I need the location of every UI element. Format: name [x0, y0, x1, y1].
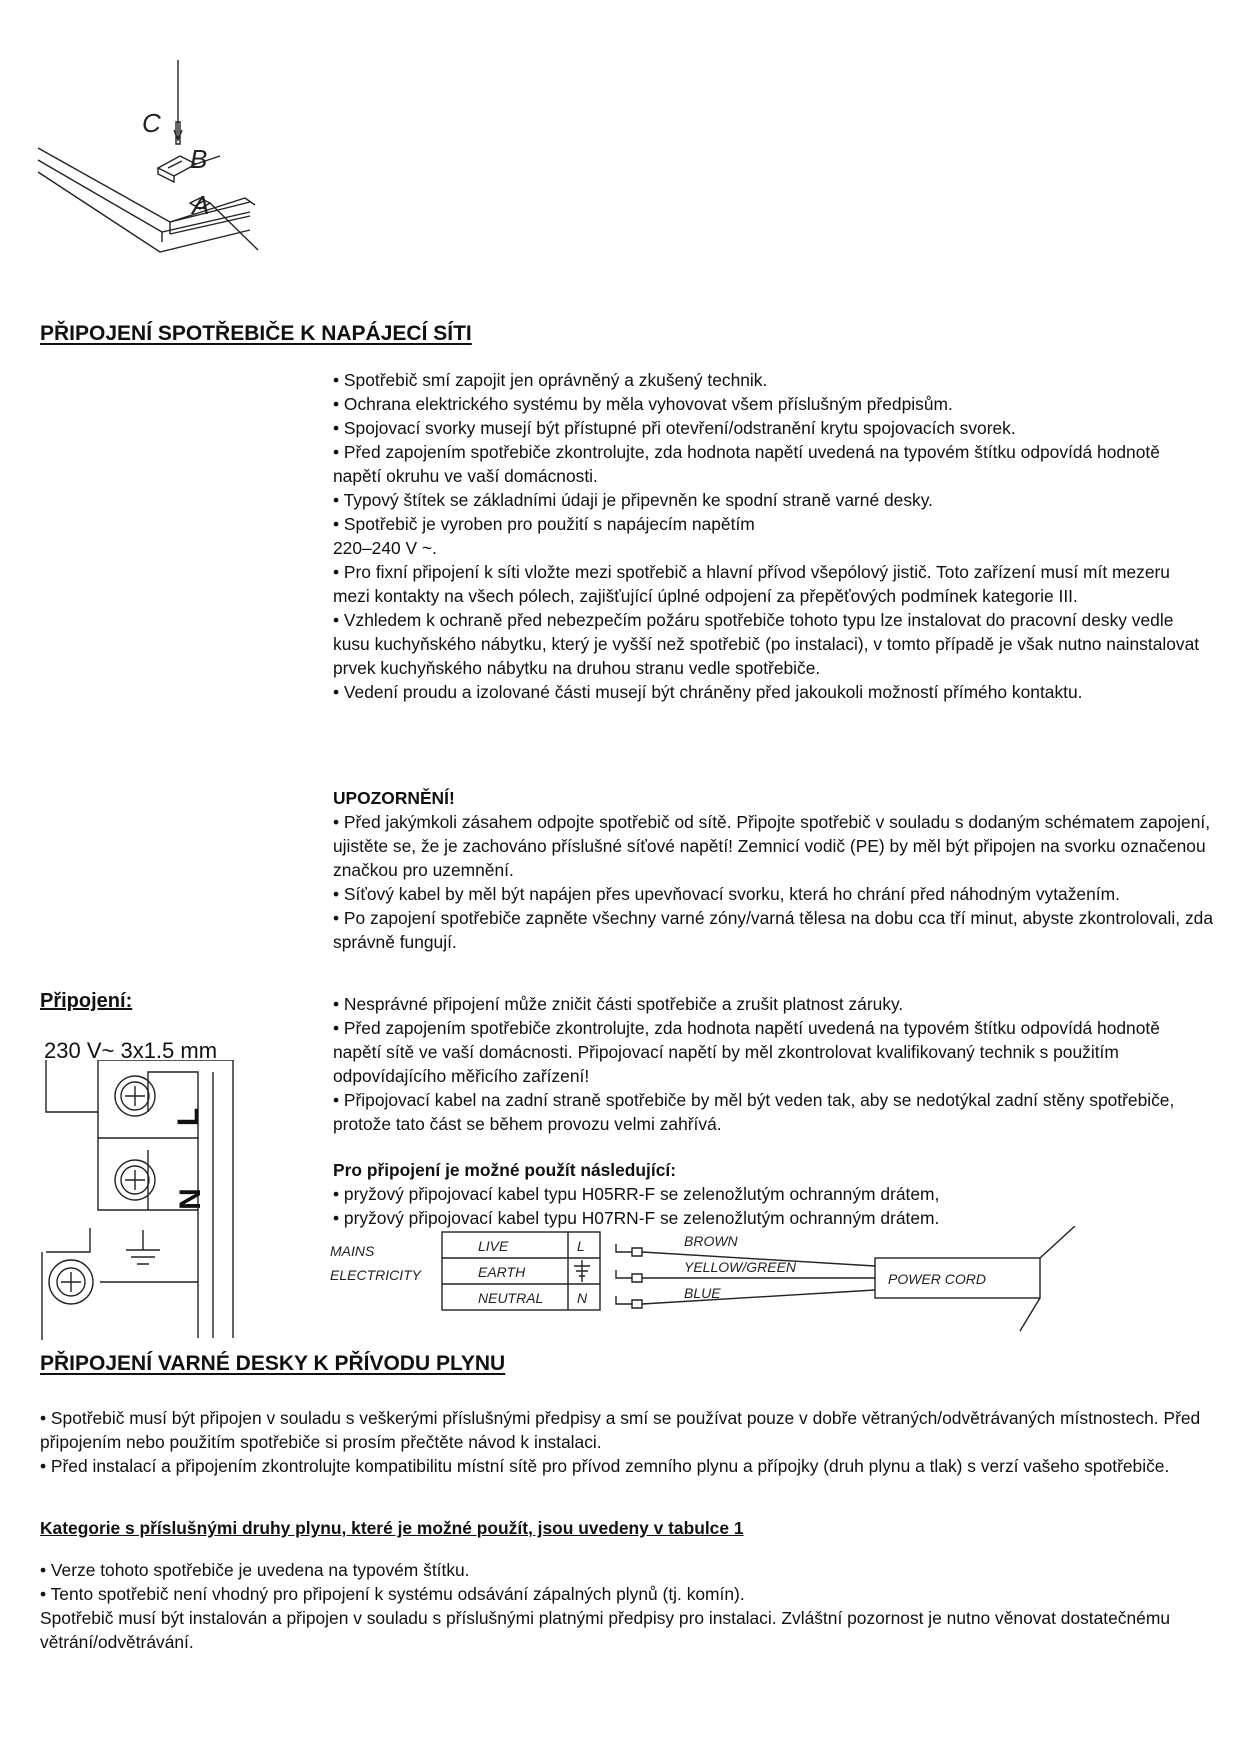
wire-live-name: LIVE [478, 1238, 509, 1254]
section1-bullets [333, 368, 1203, 704]
label-c: C [142, 108, 161, 138]
gas-category-title: Kategorie s příslušnými druhy plynu, které je možné použít, jsou uvedeny v tabulce 1 [40, 1518, 744, 1538]
mains-label: MAINS [330, 1243, 375, 1259]
connection-bullets [333, 992, 1213, 1136]
s1-bullet-2: • Ochrana elektrického systému by měla vyhovovat všem příslušným předpisům. [333, 394, 953, 414]
s1-bullet-8: • Vzhledem k ochraně před nebezpečím požáru spotřebiče tohoto typu lze instalovat do pracovní desky vedle kusu kuchyňského nábytku, který je vyšší než spotřebič (po instalaci), v tomto případě je však nutno nainstalovat prvek kuchyňského nábytku na druhou stranu vedle spotřebiče. [333, 610, 1200, 678]
cable-bullet-2: • pryžový připojovací kabel typu H07RN-F se zelenožlutým ochranným drátem. [333, 1208, 940, 1228]
section2-notes [40, 1558, 1210, 1654]
s1-bullet-9: • Vedení proudu a izolované části musejí být chráněny před jakoukoli možností přímého kontaktu. [333, 682, 1083, 702]
s1-bullet-1: • Spotřebič smí zapojit jen oprávněný a zkušený technik. [333, 370, 768, 390]
conn-bullet-2: • Před zapojením spotřebiče zkontrolujte, zda hodnota napětí uvedená na typovém štítku odpovídá hodnotě napětí sítě ve vaší domácnosti. Připojovací napětí by měl zkontrolovat kvalifikovaný technik s použitím odpovídajícího měřicího zařízení! [333, 1018, 1160, 1086]
s2-note-1: • Verze tohoto spotřebiče je uvedena na typovém štítku. [40, 1560, 470, 1580]
wire-live-color: BROWN [684, 1233, 738, 1249]
terminal-n-label: N [173, 1188, 207, 1210]
warning-bullet-3: • Po zapojení spotřebiče zapněte všechny varné zóny/varná tělesa na dobu cca tří minut, abyste zkontrolovali, zda správně fungují. [333, 908, 1213, 952]
warning-block [333, 786, 1213, 954]
warning-title: UPOZORNĚNÍ! [333, 788, 455, 808]
s1-bullet-5: • Typový štítek se základními údaji je připevněn ke spodní straně varné desky. [333, 490, 933, 510]
warning-bullet-1: • Před jakýmkoli zásahem odpojte spotřebič od sítě. Připojte spotřebič v souladu s dodaným schématem zapojení, ujistěte se, že je zachováno příslušné síťové napětí! Zemnicí vodič (PE) by měl být připojen na svorku označenou značkou pro uzemnění. [333, 812, 1211, 880]
cable-block [333, 1158, 1213, 1230]
power-cord-label: POWER CORD [888, 1271, 986, 1287]
section2-bullets [40, 1406, 1210, 1478]
s2-note-2: • Tento spotřebič není vhodný pro připojení k systému odsávání zápalných plynů (tj. komín). [40, 1584, 745, 1604]
installation-figure [30, 60, 290, 290]
s2-bullet-1: • Spotřebič musí být připojen v souladu s veškerými příslušnými předpisy a smí se používat pouze v dobře větraných/odvětrávaných místnostech. Před připojením nebo použitím spotřebiče si prosím přečtěte návod k instalaci. [40, 1408, 1201, 1452]
terminal-l-label: L [172, 1107, 206, 1127]
label-b: B [190, 144, 208, 174]
wiring-diagram [320, 1226, 1080, 1336]
wire-earth-color: YELLOW/GREEN [684, 1259, 797, 1275]
wire-earth-name: EARTH [478, 1264, 526, 1280]
s1-bullet-7: • Pro fixní připojení k síti vložte mezi spotřebič a hlavní přívod všepólový jistič. Toto zařízení musí mít mezeru mezi kontakty na všech pólech, zajišťující úplné odpojení za přepěťových podmínek kategorie III. [333, 562, 1170, 606]
s2-note-3: Spotřebič musí být instalován a připojen v souladu s příslušnými platnými předpisy pro instalaci. Zvláštní pozornost je nutno věnovat dostatečnému větrání/odvětrávání. [40, 1608, 1171, 1652]
conn-bullet-1: • Nesprávné připojení může zničit části spotřebiče a zrušit platnost záruky. [333, 994, 904, 1014]
wire-neutral-color: BLUE [684, 1285, 721, 1301]
s1-bullet-4: • Před zapojením spotřebiče zkontrolujte, zda hodnota napětí uvedená na typovém štítku odpovídá hodnotě napětí okruhu ve vaší domácnosti. [333, 442, 1160, 486]
connection-label: Připojení: [40, 990, 133, 1012]
conn-bullet-3: • Připojovací kabel na zadní straně spotřebiče by měl být veden tak, aby se nedotýkal zadní stěny spotřebiče, protože tato část se během provozu velmi zahřívá. [333, 1090, 1175, 1134]
label-a: A [192, 190, 210, 220]
s2-bullet-2: • Před instalací a připojením zkontrolujte kompatibilitu místní sítě pro přívod zemního plynu a přípojky (druh plynu a tlak) s verzí vašeho spotřebiče. [40, 1456, 1170, 1476]
wire-neutral-code: N [577, 1290, 588, 1306]
wire-live-code: L [577, 1238, 585, 1254]
warning-bullet-2: • Síťový kabel by měl být napájen přes upevňovací svorku, která ho chrání před náhodným vytažením. [333, 884, 1120, 904]
connection-spec: 230 V~ 3x1.5 mm [44, 1038, 218, 1063]
section2-title: PŘIPOJENÍ VARNÉ DESKY K PŘÍVODU PLYNU [40, 1352, 506, 1375]
section1-title: PŘIPOJENÍ SPOTŘEBIČE K NAPÁJECÍ SÍTI [40, 322, 472, 345]
s1-bullet-3: • Spojovací svorky musejí být přístupné při otevření/odstranění krytu spojovacích svorek. [333, 418, 1016, 438]
electricity-label: ELECTRICITY [330, 1267, 422, 1283]
wire-neutral-name: NEUTRAL [478, 1290, 544, 1306]
cable-title: Pro připojení je možné použít následující: [333, 1160, 677, 1180]
cable-bullet-1: • pryžový připojovací kabel typu H05RR-F se zelenožlutým ochranným drátem, [333, 1184, 940, 1204]
s1-bullet-6: • Spotřebič je vyroben pro použití s napájecím napětím 220–240 V ~. [333, 514, 755, 558]
terminal-block-diagram [38, 1060, 248, 1340]
